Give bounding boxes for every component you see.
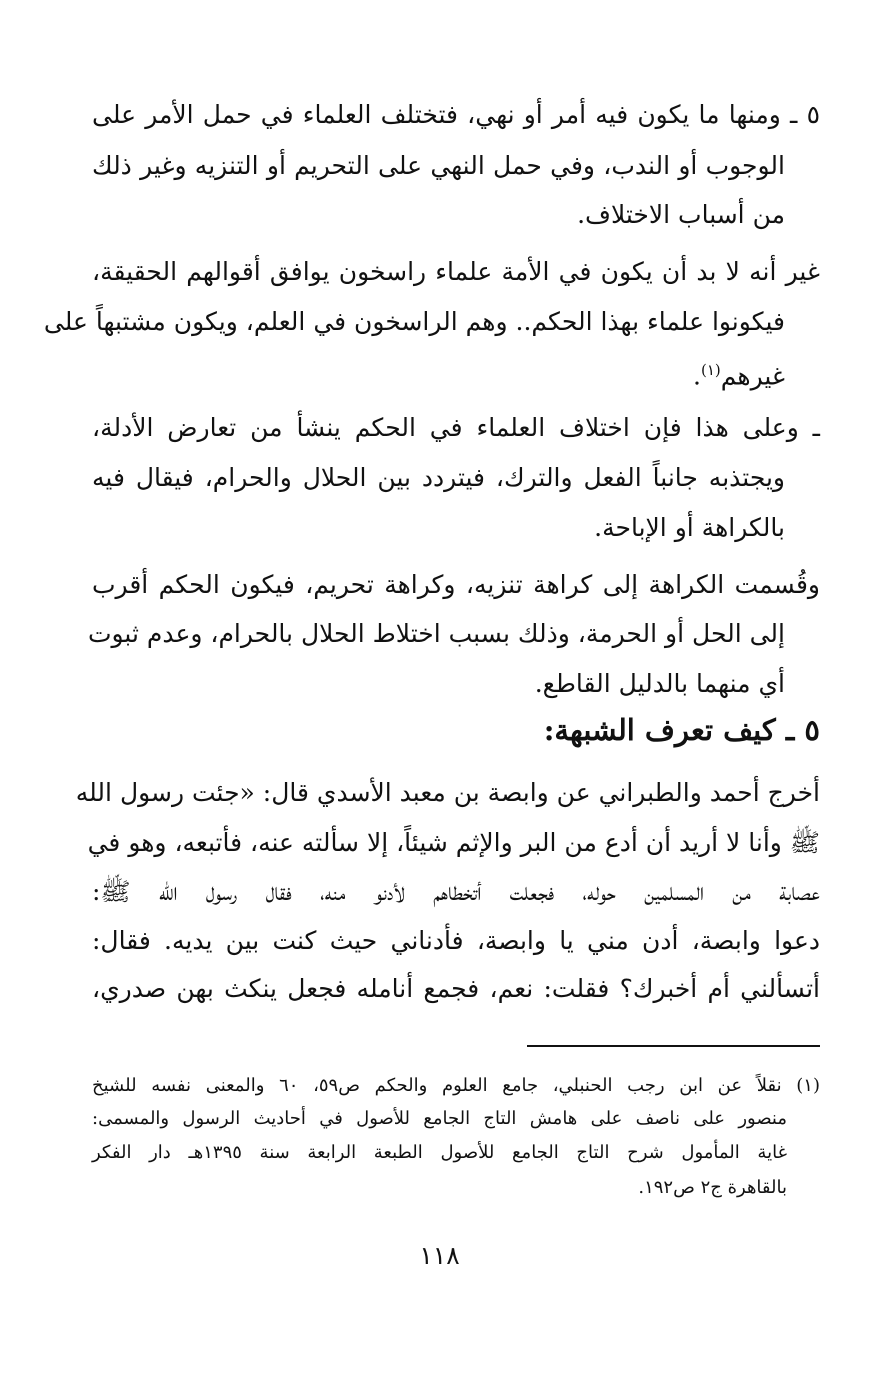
body-text: . (693, 361, 701, 391)
body-line: ويجتذبه جانباً الفعل والترك، فيتردد بين الحلال والحرام، فيقال فيه (92, 463, 785, 492)
body-line: الوجوب أو الندب، وفي حمل النهي على التحريم أو التنزيه وغير ذلك (92, 151, 785, 180)
footnote-line: بالقاهرة ج٢ ص١٩٢. (638, 1177, 787, 1198)
footnote-divider (527, 1045, 820, 1047)
body-line: ـ وعلى هذا فإن اختلاف العلماء في الحكم ينشأ من تعارض الأدلة، (92, 413, 820, 442)
body-line: غير أنه لا بد أن يكون في الأمة علماء راسخون يوافق أقوالهم الحقيقة، (92, 257, 820, 286)
body-line: أخرج أحمد والطبراني عن وابصة بن معبد الأسدي قال: «جئت رسول الله (75, 778, 820, 807)
body-line: بالكراهة أو الإباحة. (594, 513, 785, 542)
body-line: من أسباب الاختلاف. (577, 200, 785, 229)
body-line: وقُسمت الكراهة إلى كراهة تنزيه، وكراهة تحريم، فيكون الحكم أقرب (92, 570, 820, 599)
body-line: دعوا وابصة، أدن مني يا وابصة، فأدناني حيث كنت بين يديه. فقال: (92, 926, 820, 955)
page-number: ١١٨ (419, 1241, 460, 1270)
body-line: فيكونوا علماء بهذا الحكم.. وهم الراسخون في العلم، ويكون مشتبهاً على (43, 307, 785, 336)
body-line: إلى الحل أو الحرمة، وذلك بسبب اختلاط الحلال بالحرام، وعدم ثبوت (87, 619, 785, 648)
body-line: عصابة من المسلمين حوله، فجعلت أتخطاهم لأدنو منه، فقال رسول الله ﷺ: (92, 877, 820, 906)
body-line: أتسألني أم أخبرك؟ فقلت: نعم، فجمع أنامله فجعل ينكث بهن صدري، (92, 974, 820, 1003)
body-line: ٥ ـ ومنها ما يكون فيه أمر أو نهي، فتختلف العلماء في حمل الأمر على (92, 100, 820, 129)
footnote-line: (١) نقلاً عن ابن رجب الحنبلي، جامع العلوم والحكم ص٥٩، ٦٠ والمعنى نفسه للشيخ (92, 1075, 820, 1096)
body-line: أي منهما بالدليل القاطع. (534, 669, 785, 698)
body-line-with-footnote-ref (92, 350, 785, 396)
body-line: ﷺ وأنا لا أريد أن أدع من البر والإثم شيئاً، إلا سألته عنه، فأتبعه، وهو في (87, 828, 820, 857)
footnote-line: غاية المأمول شرح التاج الجامع للأصول الطبعة الرابعة سنة ١٣٩٥هـ دار الفكر (92, 1142, 787, 1163)
body-text: غيرهم (720, 361, 785, 391)
footnote-line: منصور على ناصف على هامش التاج الجامع للأصول في أحاديث الرسول والمسمى: (92, 1108, 787, 1129)
section-heading: ٥ ـ كيف تعرف الشبهة: (543, 713, 820, 747)
footnote-reference: (١) (700, 361, 721, 379)
